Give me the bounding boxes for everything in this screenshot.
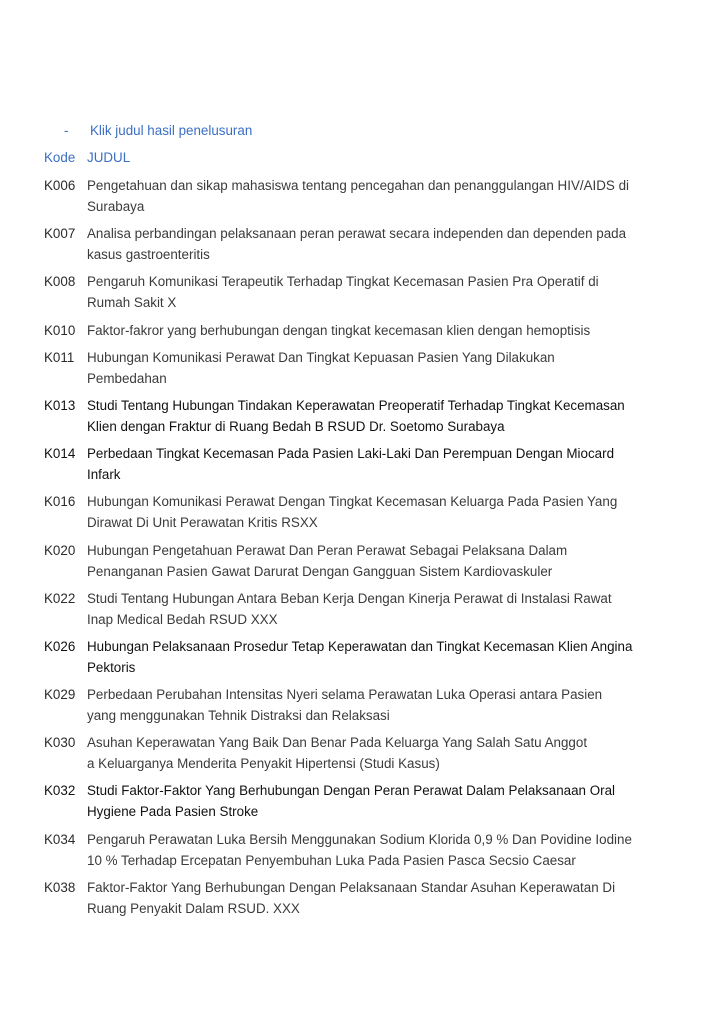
entry-code: K016 [44,494,76,510]
entry-title-link[interactable]: Hubungan Pengetahuan Perawat Dan Peran Perawat Sebagai Pelaksana Dalam Penanganan Pasien Gawat Darurat Dengan Gangguan Sistem Kardiovaskuler [87,542,568,579]
header-title: JUDUL [87,150,131,165]
search-result-instruction [64,121,252,141]
thesis-list [44,175,654,925]
entry-title-link[interactable]: Perbedaan Tingkat Kecemasan Pada Pasien Laki-Laki Dan Perempuan Dengan Miocard Infark [87,446,615,483]
entry-title-link[interactable]: Pengetahuan dan sikap mahasiswa tentang pencegahan dan penanggulangan HIV/AIDS di Surabaya [87,178,629,214]
entry-code: K034 [44,831,76,847]
entry-code: K007 [44,226,76,242]
entry-title-link[interactable]: Faktor-Faktor Yang Berhubungan Dengan Pelaksanaan Standar Asuhan Keperawatan Di Ruang Penyakit Dalam RSUD. XXX [87,879,616,916]
entry-code: K010 [44,322,76,338]
entry-code: K011 [44,349,75,365]
entry-code: K014 [44,446,76,462]
entry-title-link[interactable]: Studi Tentang Hubungan Tindakan Keperawatan Preoperatif Terhadap Tingkat Kecemasan Klien dengan Fraktur di Ruang Bedah B RSUD Dr. Soetomo Surabaya [87,397,625,434]
list-item[interactable] [44,491,654,533]
entry-code: K032 [44,783,76,799]
entry-code: K006 [44,178,76,193]
entry-title-link[interactable]: Hubungan Komunikasi Perawat Dan Tingkat Kepuasan Pasien Yang Dilakukan Pembedahan [87,349,555,386]
entry-title-link[interactable]: Pengaruh Perawatan Luka Bersih Menggunakan Sodium Klorida 0,9 % Dan Povidine Iodine 10 % Terhadap Ercepatan Penyembuhan Luka Pada Pasien Pasca Secsio Caesar [87,831,632,868]
list-item[interactable] [44,443,654,485]
list-item[interactable] [44,347,654,389]
entry-code: K008 [44,274,76,290]
list-item[interactable] [44,320,654,341]
entry-code: K038 [44,879,76,895]
list-item[interactable] [44,540,654,582]
table-header [44,148,130,168]
list-item[interactable] [44,684,654,726]
entry-title-link[interactable]: Perbedaan Perubahan Intensitas Nyeri selama Perawatan Luka Operasi antara Pasien yang menggunakan Tehnik Distraksi dan Relaksasi [87,687,603,724]
entry-code: K022 [44,590,76,606]
list-item[interactable] [44,223,654,265]
entry-title-link[interactable]: Studi Faktor-Faktor Yang Berhubungan Dengan Peran Perawat Dalam Pelaksanaan Oral Hygiene Pada Pasien Stroke [87,783,615,820]
list-item[interactable] [44,395,654,437]
list-item[interactable] [44,780,654,822]
entry-title-link[interactable]: Pengaruh Komunikasi Terapeutik Terhadap Tingkat Kecemasan Pasien Pra Operatif di Rumah Sakit X [87,274,599,311]
header-code: Kode [44,150,76,165]
entry-title-link[interactable]: Asuhan Keperawatan Yang Baik Dan Benar Pada Keluarga Yang Salah Satu Anggot a Keluarganya Menderita Penyakit Hipertensi (Studi Kasus) [87,735,588,772]
instruction-text: Klik judul hasil penelusuran [90,123,253,138]
list-item[interactable] [44,175,654,217]
entry-code: K020 [44,542,76,558]
entry-code: K030 [44,735,76,751]
list-item[interactable] [44,877,654,919]
list-item[interactable] [44,732,654,774]
entry-title-link[interactable]: Hubungan Komunikasi Perawat Dengan Tingkat Kecemasan Keluarga Pada Pasien Yang Dirawat Di Unit Perawatan Kritis RSXX [87,494,618,531]
entry-title-link[interactable]: Hubungan Pelaksanaan Prosedur Tetap Keperawatan dan Tingkat Kecemasan Klien Angina Pektoris [87,638,633,675]
list-item[interactable] [44,588,654,630]
bullet-dash: - [64,123,69,138]
entry-code: K026 [44,638,76,654]
list-item[interactable] [44,829,654,871]
entry-code: K029 [44,687,76,703]
entry-title-link[interactable]: Faktor-fakror yang berhubungan dengan tingkat kecemasan klien dengan hemoptisis [87,322,591,338]
entry-title-link[interactable]: Analisa perbandingan pelaksanaan peran perawat secara independen dan dependen pada kasus gastroenteritis [87,226,627,263]
list-item[interactable] [44,271,654,313]
list-item[interactable] [44,636,654,678]
entry-title-link[interactable]: Studi Tentang Hubungan Antara Beban Kerja Dengan Kinerja Perawat di Instalasi Rawat Inap Medical Bedah RSUD XXX [87,590,612,627]
entry-code: K013 [44,397,76,413]
